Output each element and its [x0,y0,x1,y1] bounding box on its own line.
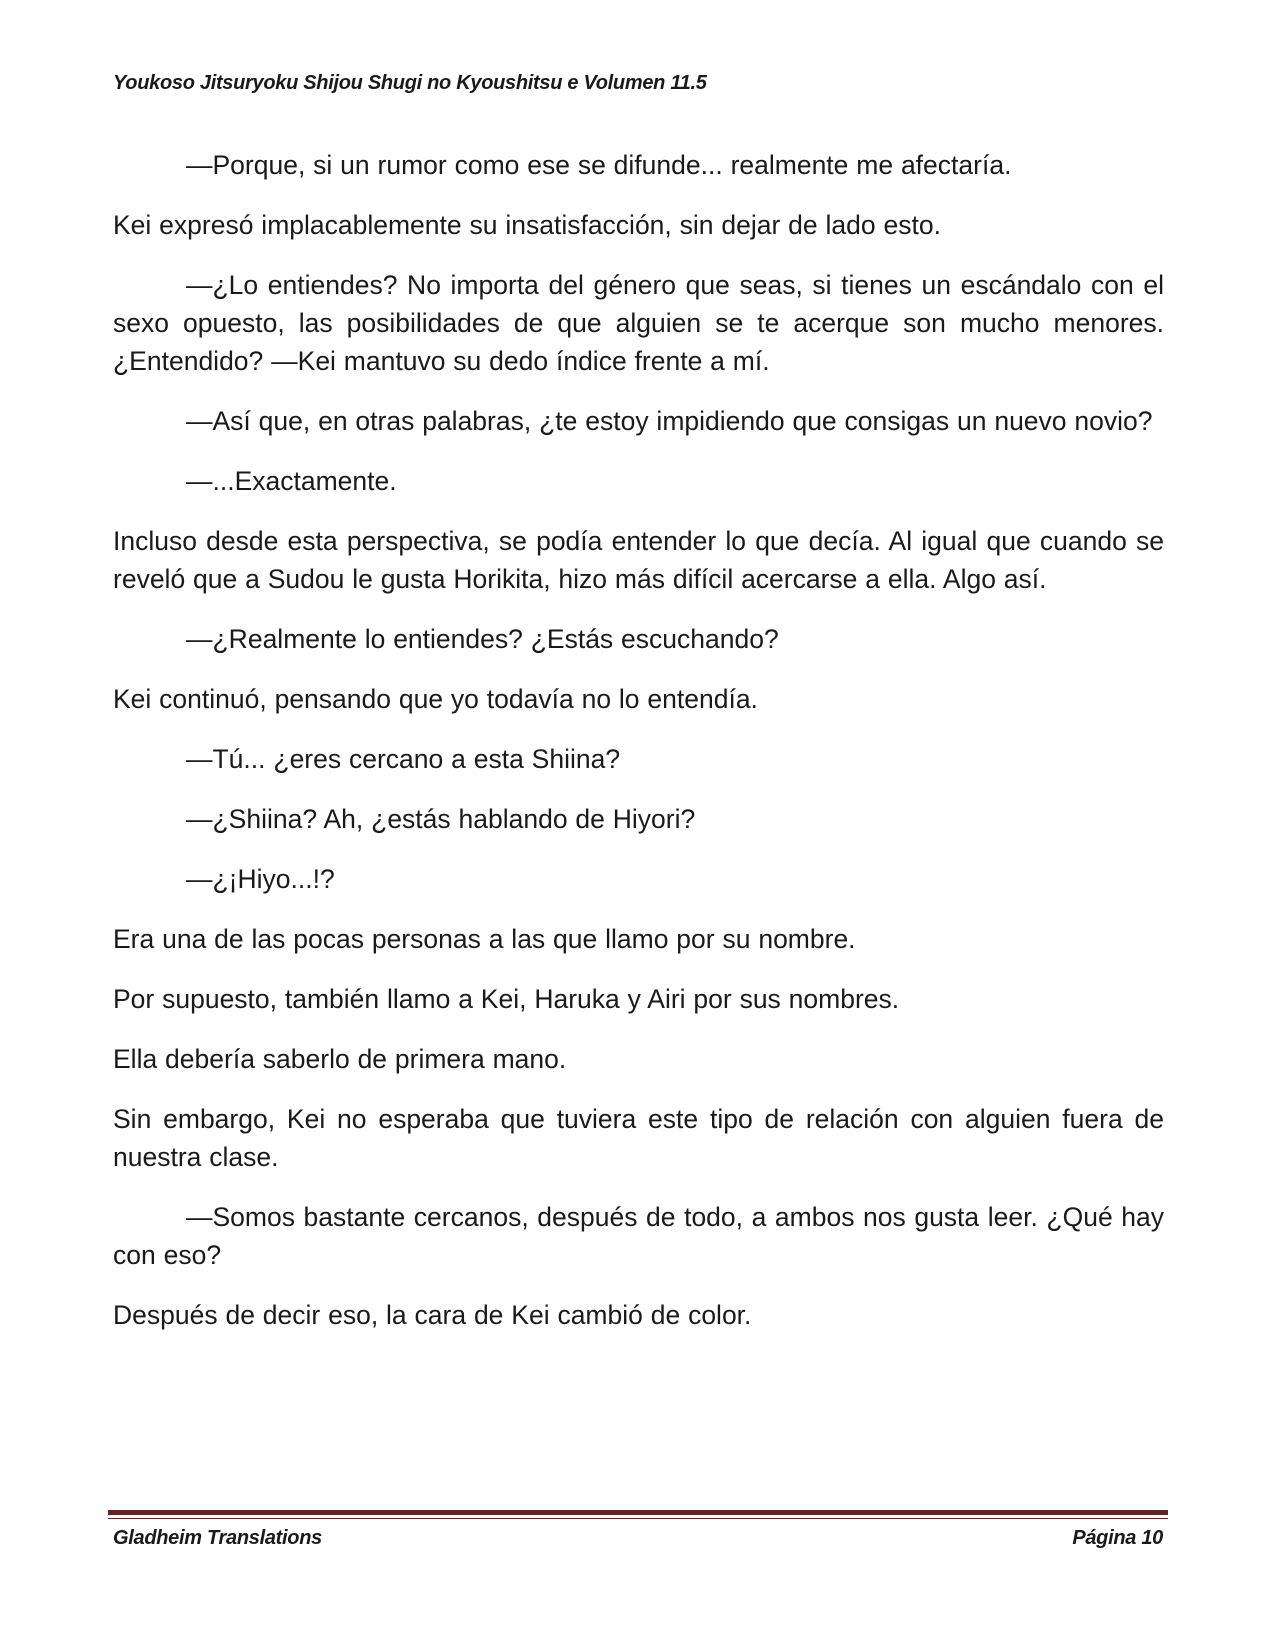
paragraph: —¿Lo entiendes? No importa del género que seas, si tienes un escándalo con el sexo opuesto, las posibilidades de que alguien se te acerque son mucho menores. ¿Entendido? —Kei mantuvo su dedo índice frente a mí. [113,270,1164,376]
paragraph: —Así que, en otras palabras, ¿te estoy impidiendo que consigas un nuevo novio? [186,406,1153,436]
paragraph: —Somos bastante cercanos, después de todo, a ambos nos gusta leer. ¿Qué hay con eso? [113,1202,1164,1270]
paragraph: —Porque, si un rumor como ese se difunde... realmente me afectaría. [186,150,1012,180]
paragraph: Kei continuó, pensando que yo todavía no lo entendía. [113,684,758,714]
footer-credit: Gladheim Translations [113,1527,322,1549]
paragraph: Después de decir eso, la cara de Kei cambió de color. [113,1300,752,1330]
paragraph: —...Exactamente. [186,466,397,496]
paragraph: Ella debería saberlo de primera mano. [113,1044,567,1074]
footer-rule-thick [108,1510,1168,1515]
footer-rule-thin [108,1518,1168,1519]
page-number: Página 10 [1072,1527,1163,1549]
paragraph: —Tú... ¿eres cercano a esta Shiina? [186,744,621,774]
paragraph: Por supuesto, también llamo a Kei, Haruka y Airi por sus nombres. [113,984,900,1014]
paragraph: Incluso desde esta perspectiva, se podía entender lo que decía. Al igual que cuando se reveló que a Sudou le gusta Horikita, hizo más difícil acercarse a ella. Algo así. [113,526,1164,594]
paragraph: —¿¡Hiyo...!? [186,864,335,894]
paragraph: —¿Shiina? Ah, ¿estás hablando de Hiyori? [186,804,696,834]
paragraph: Sin embargo, Kei no esperaba que tuviera este tipo de relación con alguien fuera de nuestra clase. [113,1104,1164,1172]
paragraph: Era una de las pocas personas a las que llamo por su nombre. [113,924,856,954]
page-body [113,146,1164,1356]
running-header: Youkoso Jitsuryoku Shijou Shugi no Kyoushitsu e Volumen 11.5 [113,72,707,94]
paragraph: —¿Realmente lo entiendes? ¿Estás escuchando? [186,624,779,654]
paragraph: Kei expresó implacablemente su insatisfacción, sin dejar de lado esto. [113,210,941,240]
